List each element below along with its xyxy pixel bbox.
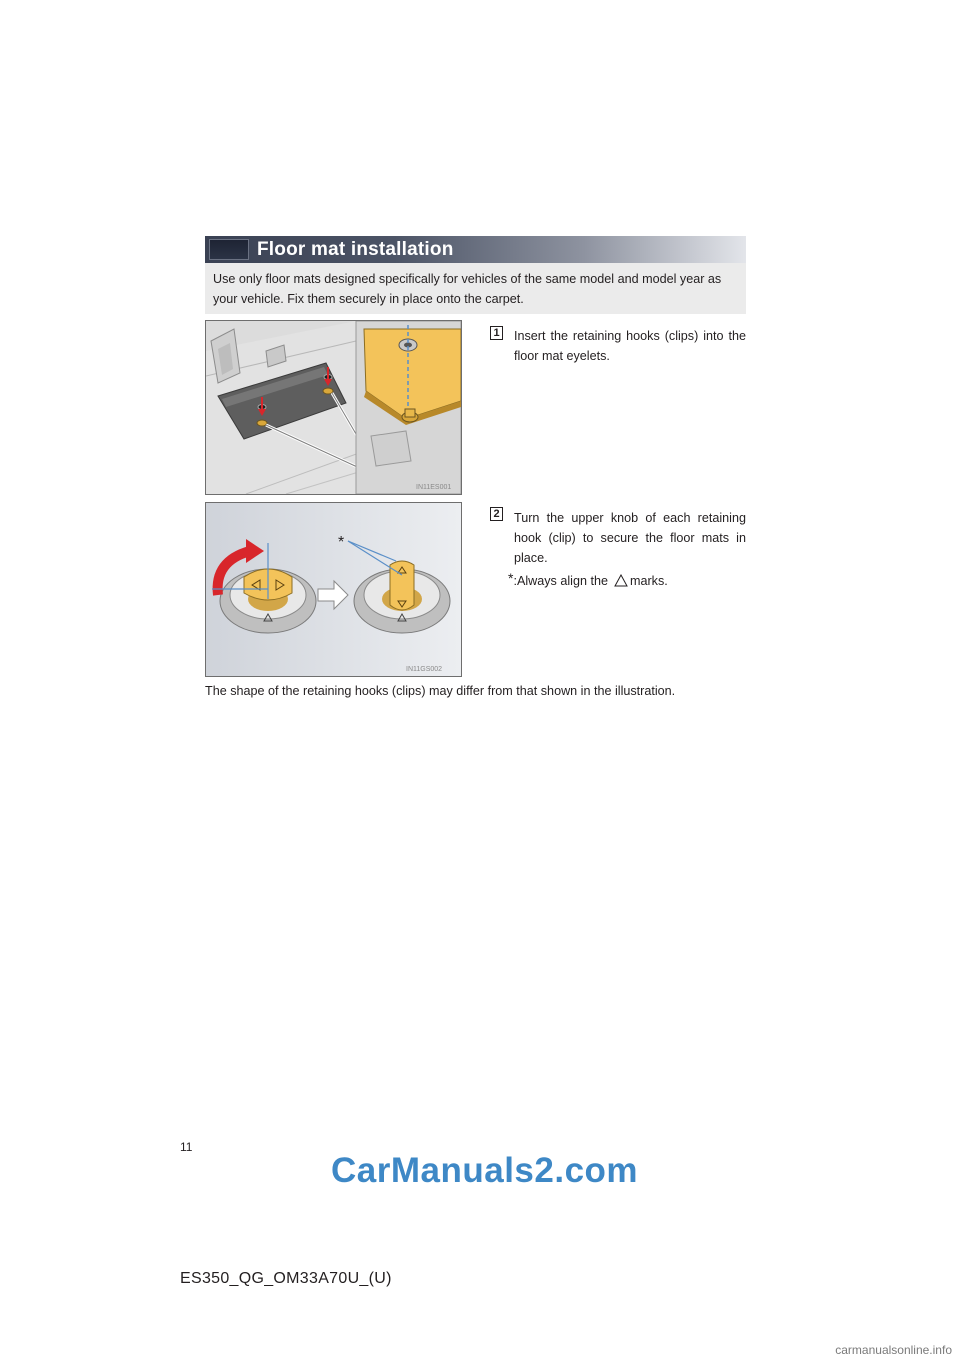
figure-code: IN11ES001 [416,484,452,491]
step-2-badge: 2 [490,507,503,521]
asterisk-marker: * [338,534,345,551]
step-2-text: Turn the upper knob of each retaining hook (clip) to secure the floor mats in place. [514,511,746,565]
floor-mat-illustration [205,320,462,495]
document-id: ES350_QG_OM33A70U_(U) [180,1270,392,1287]
section-intro: Use only floor mats designed specifically for vehicles of the same model and model year as your vehicle. Fix them securely in place onto the carpet. [205,263,746,314]
section-header-tab [209,239,249,260]
note-after: marks. [629,574,668,588]
page-number: 11 [180,1140,193,1154]
knob-turn-illustration [205,502,462,677]
step-1-badge: 1 [490,326,503,340]
illustration-caption: The shape of the retaining hooks (clips) may differ from that shown in the illustration. [205,684,676,698]
triangle-mark-icon [614,574,628,587]
section-title: Floor mat installation [257,239,454,260]
alignment-note [508,568,668,591]
footer-site: carmanualsonline.info [835,1343,952,1357]
figure-code: IN11GS002 [406,666,443,673]
watermark-logo: CarManuals2.com [331,1151,639,1190]
footer-strip [0,1343,960,1358]
note-star: * [508,570,514,586]
note-before: :Always align the [513,574,608,588]
step-1-text: Insert the retaining hooks (clips) into the floor mat eyelets. [514,329,746,363]
